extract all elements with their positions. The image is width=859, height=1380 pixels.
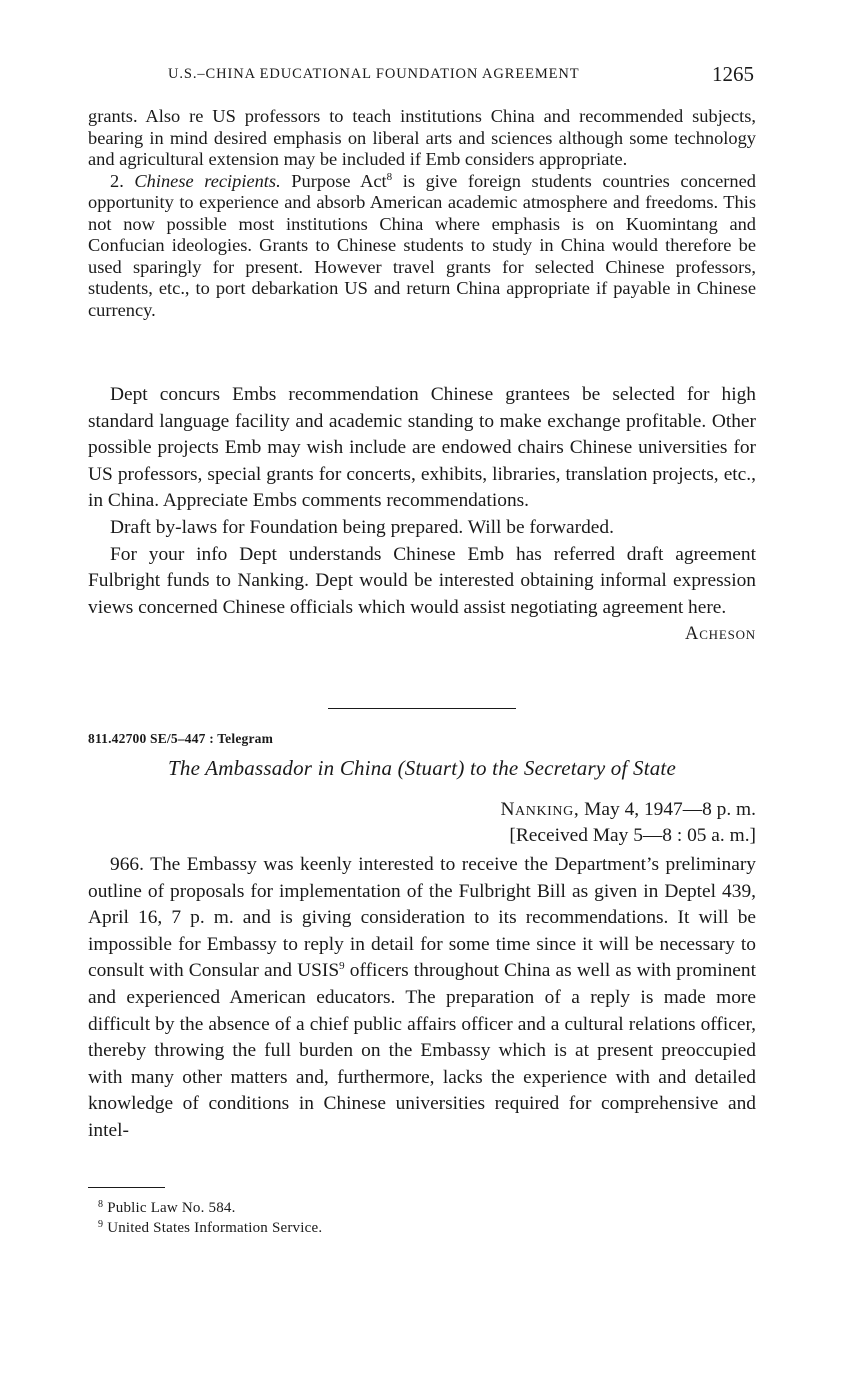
body-text-b: officers throughout China as well as with prominent and experienced American educators. The preparation of a reply is made more difficult by the absence of a chief public affairs officer and a cultural relations officer, thereby throwing the full burden on the Embassy which is at present preoccupied with many other matters and, furthermore, lacks the experience with and detailed knowledge of conditions in Chinese universities required for comprehensive and intel-: [88, 960, 756, 1141]
footnote-8: [98, 1199, 236, 1217]
dateline-place: Nanking,: [500, 799, 580, 820]
footnote-mark: 8: [98, 1199, 104, 1210]
document-title: The Ambassador in China (Stuart) to the Secretary of State: [168, 756, 676, 780]
body-text-a: 966. The Embassy was keenly interested to receive the Department’s preliminary outline of proposals for implementation of the Fulbright Bill as given in Deptel 439, April 16, 7 p. m. and is giving consideration to its recommendations. It will be impossible for Embassy to reply in detail for some time since it will be necessary to consult with Consular and USIS: [88, 854, 756, 982]
instruction-continuation-block: [88, 106, 756, 321]
received-line: [Received May 5—8 : 05 a. m.]: [509, 825, 756, 846]
signature: Acheson: [685, 624, 756, 645]
department-comments-block: [88, 382, 756, 648]
footnote-ref-9[interactable]: 9: [339, 960, 345, 973]
file-number: 811.42700 SE/5–447 : Telegram: [88, 731, 274, 746]
footnote-rule: [88, 1187, 165, 1188]
footnote-text: United States Information Service.: [107, 1220, 323, 1236]
page-number: 1265: [712, 62, 754, 86]
item-text-a: Purpose Act: [291, 170, 387, 191]
paragraph-for-your-info: For your info Dept understands Chinese Emb has referred draft agreement Fulbright funds to Nanking. Dept would be interested obtaining informal expression views concerned Chinese officials which would assist negotiating agreement here.: [88, 543, 756, 618]
running-head: [88, 62, 756, 88]
paragraph-chinese-recipients: [88, 171, 756, 322]
dateline-date: May 4, 1947—8 p. m.: [584, 799, 756, 820]
paragraph-dept-concurs: Dept concurs Embs recommendation Chinese grantees be selected for high standard language facility and academic standing to make exchange profitable. Other possible projects Emb may wish include are endowed chairs Chinese universities for US professors, special grants for concerts, exhibits, libraries, translation projects, etc., in China. Appreciate Embs comments recommendations.: [88, 384, 756, 512]
running-title: U.S.–CHINA EDUCATIONAL FOUNDATION AGREEMENT: [168, 66, 580, 82]
paragraph-draft-bylaws: Draft by-laws for Foundation being prepared. Will be forwarded.: [110, 516, 614, 538]
footnote-9: [98, 1219, 322, 1237]
footnote-ref-8[interactable]: 8: [386, 170, 393, 183]
footnote-mark: 9: [98, 1219, 104, 1230]
telegram-body: [88, 852, 756, 1145]
item-heading: Chinese recipients.: [134, 170, 281, 191]
item-text-b: is give foreign students countries concerned opportunity to experience and absorb American academic atmosphere and freedoms. This not now possible most institutions China where emphasis is on Kuomintang and Confucian ideologies. Grants to Chinese students to study in China would therefore be used sparingly for present. However travel grants for selected Chinese professors, students, etc., to port debarkation US and return China appropriate if payable in Chinese currency.: [88, 170, 756, 320]
section-divider: [328, 708, 516, 709]
footnote-text: Public Law No. 584.: [107, 1200, 236, 1216]
paragraph-grants: grants. Also re US professors to teach institutions China and recommended subjects, bearing in mind desired emphasis on liberal arts and sciences although some technology and agricultural extension may be included if Emb considers appropriate.: [88, 106, 756, 169]
paragraph-966: [88, 852, 756, 1145]
item-number: 2.: [110, 170, 124, 191]
dateline: [88, 799, 756, 821]
